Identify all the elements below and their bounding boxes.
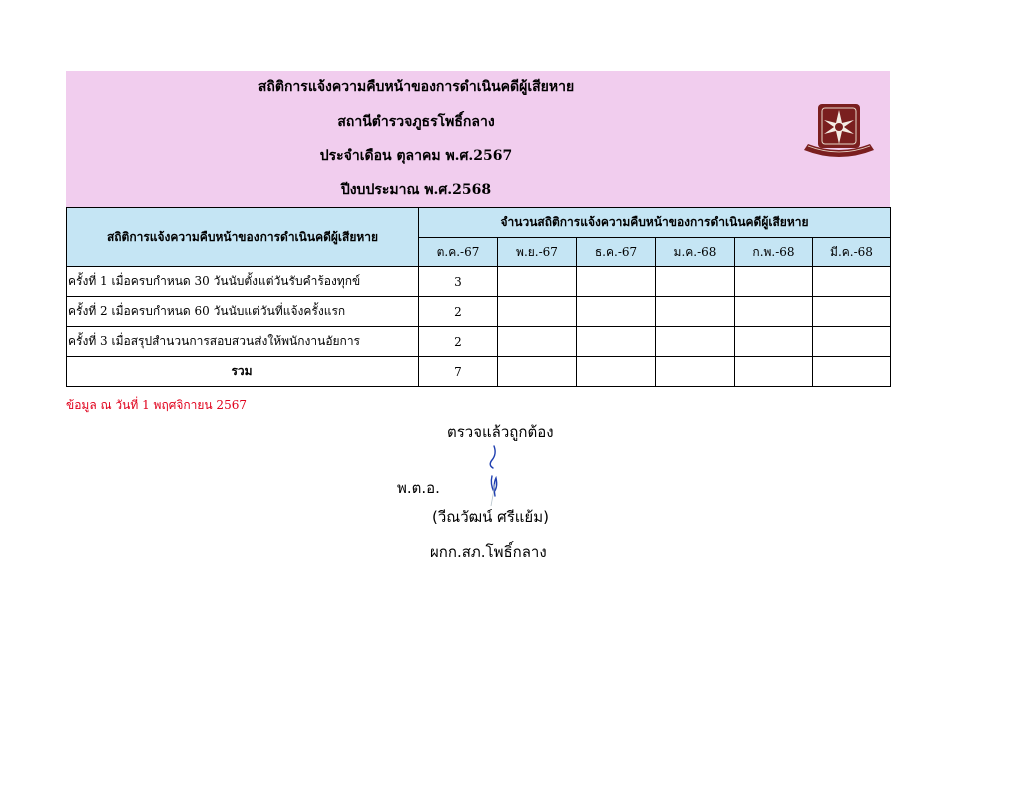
table-cell (813, 327, 891, 357)
month-header: มี.ค.-68 (813, 238, 891, 267)
table-cell (498, 327, 577, 357)
total-row (67, 357, 891, 387)
row-label: ครั้งที่ 1 เมื่อครบกำหนด 30 วันนับตั้งแต่วันรับคำร้องทุกข์ (67, 267, 419, 297)
table-cell (735, 327, 813, 357)
table-cell (577, 267, 656, 297)
month-header: ธ.ค.-67 (577, 238, 656, 267)
report-title: สถิติการแจ้งความคืบหน้าของการดำเนินคดีผู้เสียหาย (257, 79, 575, 95)
table-cell (656, 267, 735, 297)
table-cell (498, 297, 577, 327)
table-cell (735, 267, 813, 297)
table-cell (577, 297, 656, 327)
fiscal-year: ปีงบประมาณ พ.ศ.2568 (340, 182, 492, 198)
table-cell (498, 267, 577, 297)
table-cell: 3 (419, 267, 498, 297)
report-month: ประจำเดือน ตุลาคม พ.ศ.2567 (319, 148, 513, 164)
total-cell (735, 357, 813, 387)
month-header: ต.ค.-67 (419, 238, 498, 267)
total-cell: 7 (419, 357, 498, 387)
table-cell (656, 297, 735, 327)
total-cell (656, 357, 735, 387)
table-row (67, 297, 891, 327)
table-row (67, 267, 891, 297)
table-cell (735, 297, 813, 327)
month-header: พ.ย.-67 (498, 238, 577, 267)
total-label: รวม (67, 357, 419, 387)
statistics-table (66, 207, 891, 387)
station-name: สถานีตำรวจภูธรโพธิ์กลาง (337, 114, 495, 130)
row-label: ครั้งที่ 2 เมื่อครบกำหนด 60 วันนับแต่วันที่แจ้งครั้งแรก (67, 297, 419, 327)
row-header: สถิติการแจ้งความคืบหน้าของการดำเนินคดีผู้เสียหาย (67, 208, 419, 267)
table-row (67, 327, 891, 357)
officer-position: ผกก.สภ.โพธิ์กลาง (430, 543, 547, 561)
total-cell (498, 357, 577, 387)
officer-name: (วีณวัฒน์ ศรีแย้ม) (432, 508, 549, 526)
table-cell: 2 (419, 297, 498, 327)
group-header: จำนวนสถิติการแจ้งความคืบหน้าของการดำเนินคดีผู้เสียหาย (419, 208, 891, 238)
verified-text: ตรวจแล้วถูกต้อง (447, 423, 554, 441)
table-cell: 2 (419, 327, 498, 357)
month-header: ก.พ.-68 (735, 238, 813, 267)
total-cell (577, 357, 656, 387)
row-label: ครั้งที่ 3 เมื่อสรุปสำนวนการสอบสวนส่งให้พนักงานอัยการ (67, 327, 419, 357)
table-cell (656, 327, 735, 357)
table-cell (813, 267, 891, 297)
handwritten-signature (478, 440, 518, 510)
total-cell (813, 357, 891, 387)
data-as-of-note: ข้อมูล ณ วันที่ 1 พฤศจิกายน 2567 (66, 398, 247, 412)
officer-rank: พ.ต.อ. (397, 479, 440, 497)
table-cell (577, 327, 656, 357)
table-cell (813, 297, 891, 327)
police-emblem-icon (800, 102, 878, 166)
month-header: ม.ค.-68 (656, 238, 735, 267)
